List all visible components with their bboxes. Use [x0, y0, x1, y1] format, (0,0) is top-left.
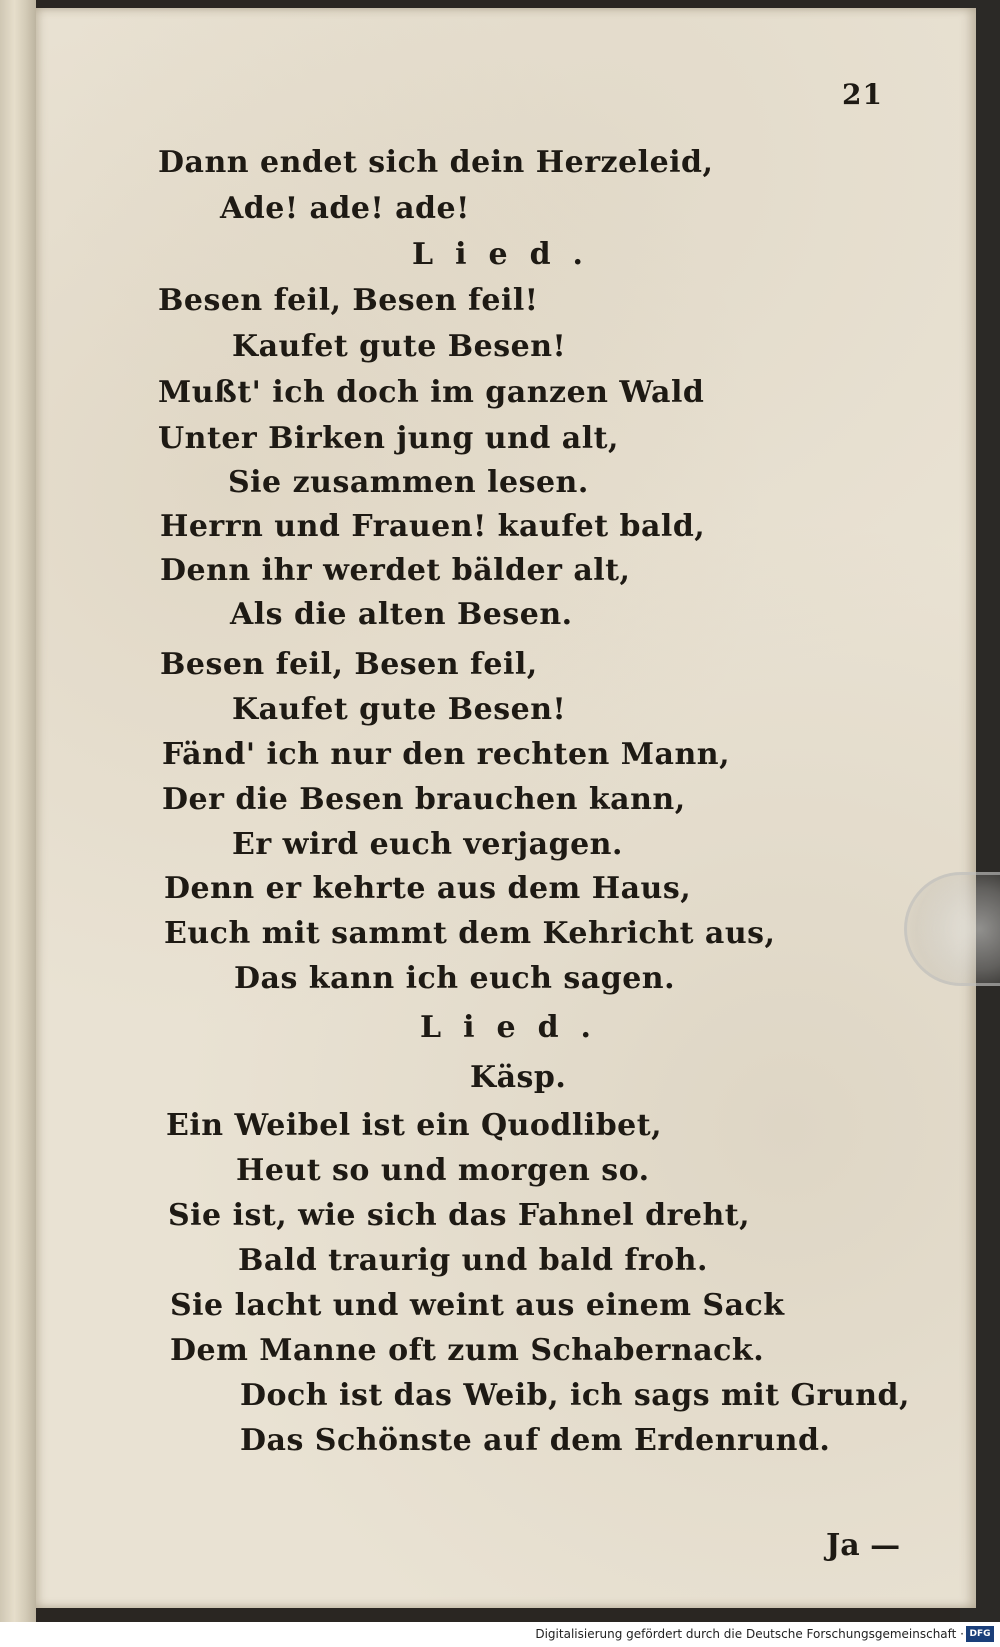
text-line: Euch mit sammt dem Kehricht aus,	[164, 916, 776, 951]
catchword: Ja —	[826, 1528, 901, 1563]
text-line: Doch ist das Weib, ich sags mit Grund,	[240, 1378, 910, 1413]
speaker-name: Käsp.	[470, 1060, 567, 1095]
text-line: Fänd' ich nur den rechten Mann,	[162, 737, 731, 772]
text-line: Sie lacht und weint aus einem Sack	[170, 1288, 785, 1323]
text-line: Ade! ade! ade!	[220, 191, 470, 226]
text-line: Herrn und Frauen! kaufet bald,	[160, 509, 706, 544]
footer-credit: Digitalisierung gefördert durch die Deutsche Forschungsgemeinschaft ·	[535, 1627, 964, 1641]
text-line: Unter Birken jung und alt,	[158, 421, 619, 456]
text-line: Bald traurig und bald froh.	[238, 1243, 708, 1278]
text-line: Sie ist, wie sich das Fahnel dreht,	[168, 1198, 751, 1233]
text-line: Mußt' ich doch im ganzen Wald	[158, 375, 705, 410]
text-line: Dann endet sich dein Herzeleid,	[158, 145, 714, 180]
text-line: Das kann ich euch sagen.	[234, 961, 676, 996]
text-line: Ein Weibel ist ein Quodlibet,	[166, 1108, 663, 1143]
text-line: Denn er kehrte aus dem Haus,	[164, 871, 692, 906]
text-line: Besen feil, Besen feil,	[160, 647, 538, 682]
dfg-logo: DFG	[966, 1626, 994, 1642]
page-number: 21	[842, 78, 883, 111]
text-line: Denn ihr werdet bälder alt,	[160, 553, 631, 588]
text-line: Kaufet gute Besen!	[232, 329, 567, 364]
text-line: Kaufet gute Besen!	[232, 692, 567, 727]
text-line: Das Schönste auf dem Erdenrund.	[240, 1423, 831, 1458]
text-line: Er wird euch verjagen.	[232, 827, 623, 862]
digitization-footer	[0, 1622, 1000, 1647]
text-line: Heut so und morgen so.	[236, 1153, 650, 1188]
previous-page-edge	[0, 0, 36, 1622]
text-line: Besen feil, Besen feil!	[158, 283, 539, 318]
text-line: Dem Manne oft zum Schabernack.	[170, 1333, 765, 1368]
text-line: Als die alten Besen.	[230, 597, 573, 632]
section-heading: Lied.	[420, 1010, 613, 1045]
text-line: Der die Besen brauchen kann,	[162, 782, 686, 817]
text-line: Sie zusammen lesen.	[228, 465, 589, 500]
section-heading: Lied.	[412, 237, 605, 272]
